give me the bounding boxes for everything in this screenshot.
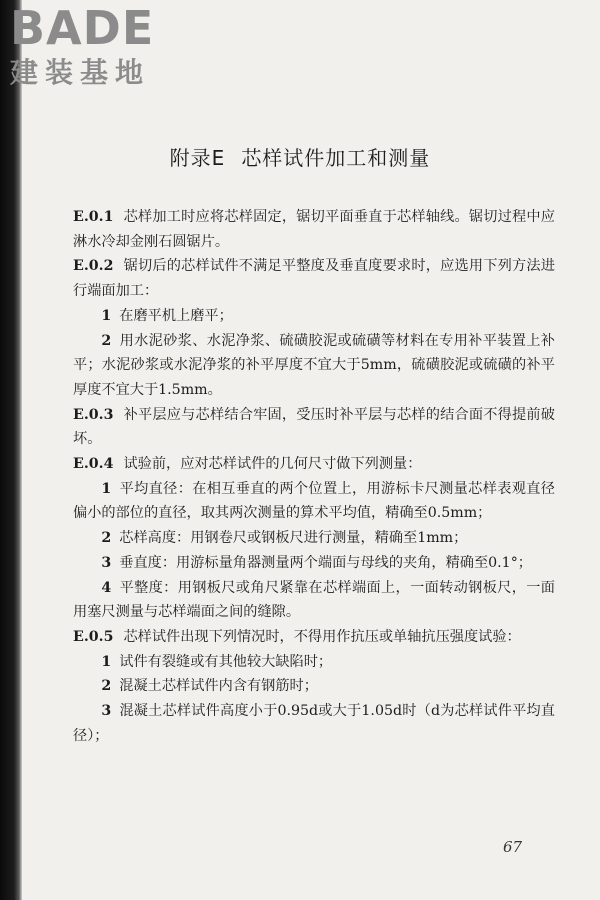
item-number: 4 (101, 579, 112, 596)
item-number: 2 (101, 678, 112, 695)
item-text: 混凝土芯样试件高度小于0.95d或大于1.05d时（d为芯样试件平均直径）； (73, 703, 555, 744)
item-number: 1 (101, 653, 112, 670)
clause-number: E.0.5 (73, 628, 114, 645)
item-number: 3 (101, 554, 112, 571)
item-text: 平整度：用钢板尺或角尺紧靠在芯样端面上，一面转动钢板尺，一面用塞尺测量与芯样端面之间的缝隙。 (73, 579, 555, 621)
clause-text: 芯样加工时应将芯样固定，锯切平面垂直于芯样轴线。锯切过程中应淋水冷却金刚石圆锯片。 (73, 209, 555, 250)
page-number: 67 (503, 838, 523, 856)
item-number: 2 (101, 530, 112, 547)
item-text: 试件有裂缝或有其他较大缺陷时； (119, 653, 333, 670)
item-number: 2 (101, 332, 112, 349)
list-item (73, 551, 555, 576)
list-item (73, 699, 555, 748)
document-body (73, 205, 555, 748)
item-text: 平均直径：在相互垂直的两个位置上，用游标卡尺测量芯样表观直径偏小的部位的直径，取其两次测量的算术平均值，精确至0.5mm； (73, 480, 555, 522)
clause-number: E.0.4 (73, 456, 114, 473)
appendix-title (0, 144, 600, 172)
list-item (73, 526, 555, 551)
clause-text: 试验前，应对芯样试件的几何尺寸做下列测量： (123, 456, 422, 473)
clause-e01 (73, 205, 555, 254)
appendix-label: 附录E (169, 146, 226, 170)
item-number: 3 (101, 703, 112, 720)
clause-e02 (73, 254, 555, 303)
watermark-slogan: 建装基地 (10, 56, 151, 89)
list-item (73, 477, 555, 526)
item-number: 1 (101, 480, 112, 497)
list-item (73, 304, 555, 329)
list-item (73, 329, 555, 403)
item-text: 混凝土芯样试件内含有钢筋时； (119, 678, 318, 695)
appendix-heading: 芯样试件加工和测量 (241, 146, 431, 170)
list-item (73, 650, 555, 675)
item-text: 用水泥砂浆、水泥净浆、硫磺胶泥或硫磺等材料在专用补平装置上补平；水泥砂浆或水泥净浆的补平厚度不宜大于5mm，硫磺胶泥或硫磺的补平厚度不宜大于1.5mm。 (73, 332, 555, 398)
item-text: 芯样高度：用钢卷尺或钢板尺进行测量，精确至1mm； (119, 530, 468, 547)
list-item (73, 576, 555, 625)
clause-e04 (73, 452, 555, 477)
clause-e05 (73, 625, 555, 650)
clause-e03 (73, 403, 555, 452)
watermark-logo (10, 1, 180, 90)
item-number: 1 (101, 307, 112, 324)
clause-number: E.0.3 (73, 406, 114, 423)
item-text: 垂直度：用游标量角器测量两个端面与母线的夹角，精确至0.1°； (119, 554, 532, 571)
clause-text: 补平层应与芯样结合牢固，受压时补平层与芯样的结合面不得提前破坏。 (73, 406, 555, 448)
clause-number: E.0.1 (73, 209, 114, 225)
clause-text: 锯切后的芯样试件不满足平整度及垂直度要求时，应选用下列方法进行端面加工： (73, 258, 555, 300)
clause-text: 芯样试件出现下列情况时，不得用作抗压或单轴抗压强度试验： (123, 628, 521, 645)
book-spine-shadow (0, 0, 22, 900)
item-text: 在磨平机上磨平； (119, 307, 233, 324)
watermark-brand: BADE (10, 1, 155, 55)
list-item (73, 674, 555, 699)
clause-number: E.0.2 (73, 258, 114, 275)
